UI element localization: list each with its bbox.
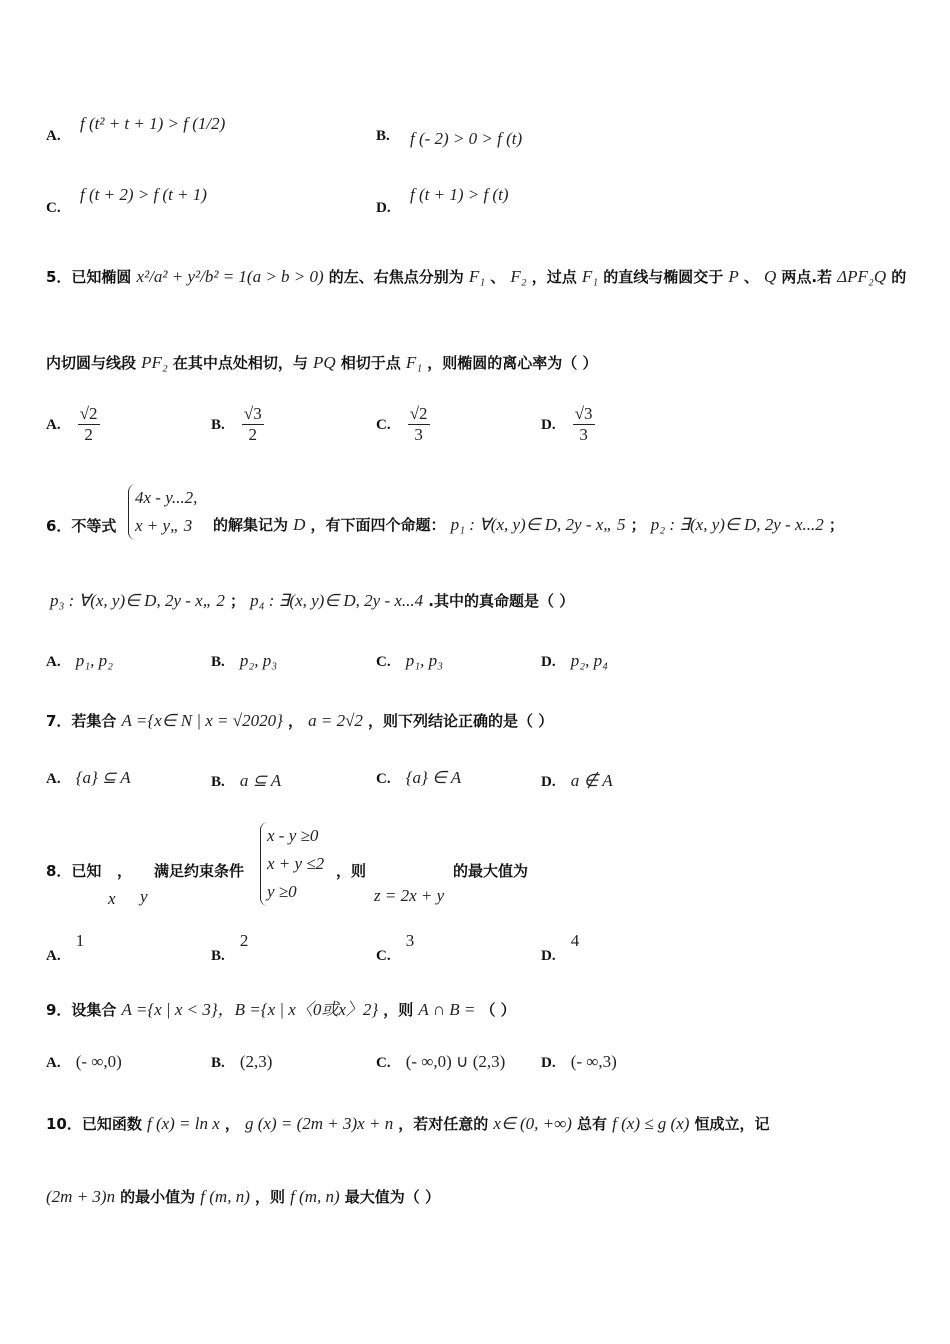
q6-stem-line1: 的解集记为 D ，有下面四个命题： p₁ : ∀(x, y)∈ D, 2y - x„ 5 ； p₂ : ∃(x, y)∈ D, 2y - x...2 ； [213, 515, 844, 534]
q4-option-d-label: D. [376, 200, 391, 216]
q9-option-c: C. (- ∞,0) ∪ (2,3) [376, 1052, 506, 1071]
q9-number: 9．设集合 [46, 1001, 117, 1019]
q8-option-a: A. 1 [46, 931, 85, 964]
q7-option-c: C. {a} ∈ A [376, 768, 462, 787]
q5-ellipse-equation: x²/a² + y²/b² = 1(a > b > 0) [136, 267, 324, 286]
q5-option-b: B. $\frac{√3}{2}$ [211, 404, 262, 444]
q8-constraints: x - y ≥0 x + y ≤2 y ≥0 [260, 822, 324, 906]
q6-proposition-p4: p₄ : ∃(x, y)∈ D, 2y - x...4 [250, 591, 424, 610]
q5-option-a: A. $\frac{√2}{2}$ [46, 404, 98, 444]
q6-option-a: A. p₁, p₂ [46, 651, 114, 670]
q7-option-d: D. a ∉ A [541, 771, 613, 790]
q5-number: 5．已知椭圆 [46, 268, 132, 286]
q5-stem-line1: 5．已知椭圆 x²/a² + y²/b² = 1(a > b > 0) 的左、右焦点分别为 F₁ 、 F₂ ，过点 F₁ 的直线与椭圆交于 P 、 Q 两点.若 ΔPF₂Q 的 [46, 267, 907, 286]
q6-proposition-p2: p₂ : ∃(x, y)∈ D, 2y - x...2 [650, 515, 824, 534]
q8-var-x: x [108, 889, 116, 908]
q5-stem-line2: 内切圆与线段 PF₂ 在其中点处相切，与 PQ 相切于点 F₁ ，则椭圆的离心率为（ ） [46, 353, 598, 372]
q4-option-a-label: A. [46, 128, 61, 144]
q9-option-b: B. (2,3) [211, 1052, 273, 1071]
q8-var-y: y [140, 887, 148, 906]
q6-proposition-p3: p₃ : ∀(x, y)∈ D, 2y - x„ 2 [50, 591, 225, 610]
q10-stem-line1: 10．已知函数 f (x) = ln x ， g (x) = (2m + 3)x + n ，若对任意的 x∈ (0, +∞) 总有 f (x) ≤ g (x) 恒成立，记 [46, 1114, 770, 1133]
q6-inequality-system: 4x - y...2, x + y„ 3 [128, 484, 197, 540]
q5-option-d: D. $\frac{√3}{3}$ [541, 404, 593, 444]
q4-option-c-label: C. [46, 200, 61, 216]
q10-stem-line2: (2m + 3)n 的最小值为 f (m, n) ，则 f (m, n) 最大值为（ ） [46, 1187, 440, 1206]
q9-option-d: D. (- ∞,3) [541, 1052, 617, 1071]
q10-number: 10．已知函数 [46, 1115, 142, 1133]
q8-number: 8．已知 [46, 862, 102, 880]
q7-option-a: A. {a} ⊆ A [46, 768, 131, 787]
q6-option-b: B. p₂, p₃ [211, 651, 278, 670]
q9-stem: 9．设集合 A ={x | x < 3}，B ={x | x〈0或x〉2} ，则 A ∩ B = （ ） [46, 1000, 516, 1019]
q6-stem-line2: p₃ : ∀(x, y)∈ D, 2y - x„ 2 ； p₄ : ∃(x, y)∈ D, 2y - x...4 .其中的真命题是（ ） [50, 591, 575, 610]
q6-option-c: C. p₁, p₃ [376, 651, 444, 670]
q4-option-d-expr: f (t + 1) > f (t) [410, 185, 509, 204]
q4-option-a-expr: f (t² + t + 1) > f (1/2) [80, 114, 226, 133]
q6-number: 6．不等式 [46, 517, 117, 535]
q8-option-c: C. 3 [376, 931, 415, 964]
q4-option-c-expr: f (t + 2) > f (t + 1) [80, 185, 207, 204]
q8-objective: z = 2x + y [374, 886, 445, 905]
q6-option-d: D. p₂, p₄ [541, 651, 609, 670]
q4-option-b-label: B. [376, 128, 390, 144]
q7-option-b: B. a ⊆ A [211, 771, 282, 790]
q8-option-d: D. 4 [541, 931, 580, 964]
q7-number: 7．若集合 [46, 712, 117, 730]
q9-option-a: A. (- ∞,0) [46, 1052, 122, 1071]
q6-proposition-p1: p₁ : ∀(x, y)∈ D, 2y - x„ 5 [450, 515, 626, 534]
q8-option-b: B. 2 [211, 931, 249, 964]
q4-option-b-expr: f (- 2) > 0 > f (t) [410, 129, 523, 148]
q7-stem: 7．若集合 A ={x∈ N | x = √2020} ， a = 2√2 ，则下列结论正确的是（ ） [46, 711, 554, 730]
q5-option-c: C. $\frac{√2}{3}$ [376, 404, 428, 444]
